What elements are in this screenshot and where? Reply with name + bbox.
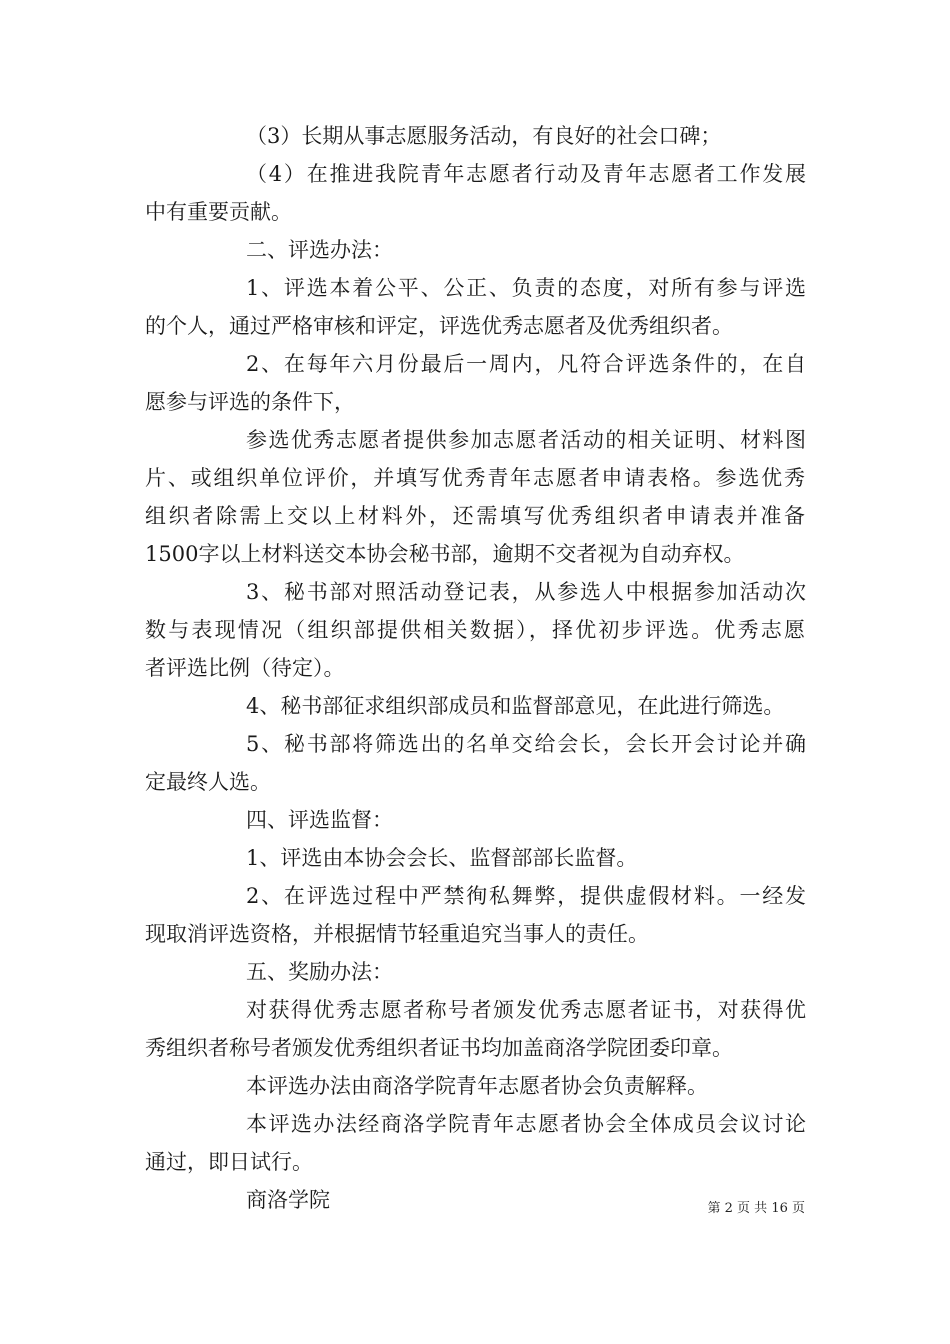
text-line: 现取消评选资格，并根据情节轻重追究当事人的责任。 [145,922,649,946]
text-line: 3、秘书部对照活动登记表，从参选人中根据参加活动次 [246,580,806,604]
text-line: 1、评选由本协会会长、监督部部长监督。 [246,846,638,870]
text-line: 的个人，通过严格审核和评定，评选优秀志愿者及优秀组织者。 [145,314,733,338]
text-line: 定最终人选。 [145,770,271,794]
text-line: 4、秘书部征求组织部成员和监督部意见，在此进行筛选。 [246,694,785,718]
section-heading: 二、评选办法： [246,238,393,262]
text-line: 中有重要贡献。 [145,200,292,224]
text-line: 组织者除需上交以上材料外，还需填写优秀组织者申请表并准备 [145,504,805,528]
text-line: 对获得优秀志愿者称号者颁发优秀志愿者证书，对获得优 [246,998,806,1022]
page-number: 第 2 页 共 16 页 [707,1201,805,1216]
text-line: 5、秘书部将筛选出的名单交给会长，会长开会讨论并确 [246,732,806,756]
section-heading: 五、奖励办法： [246,960,393,984]
text-line: 参选优秀志愿者提供参加志愿者活动的相关证明、材料图 [246,428,806,452]
text-line: 数与表现情况（组织部提供相关数据），择优初步评选。优秀志愿 [145,618,805,642]
text-line: 本评选办法经商洛学院青年志愿者协会全体成员会议讨论 [246,1112,806,1136]
text-line: 秀组织者称号者颁发优秀组织者证书均加盖商洛学院团委印章。 [145,1036,733,1060]
text-line: （3）长期从事志愿服务活动，有良好的社会口碑； [246,124,722,148]
text-line: 通过，即日试行。 [145,1150,313,1174]
section-heading: 四、评选监督： [246,808,393,832]
text-line: 片、或组织单位评价，并填写优秀青年志愿者申请表格。参选优秀 [145,466,805,490]
text-line: （4）在推进我院青年志愿者行动及青年志愿者工作发展 [246,162,806,186]
text-line: 1、评选本着公平、公正、负责的态度，对所有参与评选 [246,276,806,300]
text-line: 2、在每年六月份最后一周内，凡符合评选条件的，在自 [246,352,806,376]
text-line: 愿参与评选的条件下， [145,390,355,414]
text-line: 本评选办法由商洛学院青年志愿者协会负责解释。 [246,1074,708,1098]
signature-organization: 商洛学院 [246,1188,330,1212]
text-line: 2、在评选过程中严禁徇私舞弊，提供虚假材料。一经发 [246,884,806,908]
text-line: 者评选比例（待定）。 [145,656,345,680]
text-line: 1500字以上材料送交本协会秘书部，逾期不交者视为自动弃权。 [145,542,745,566]
